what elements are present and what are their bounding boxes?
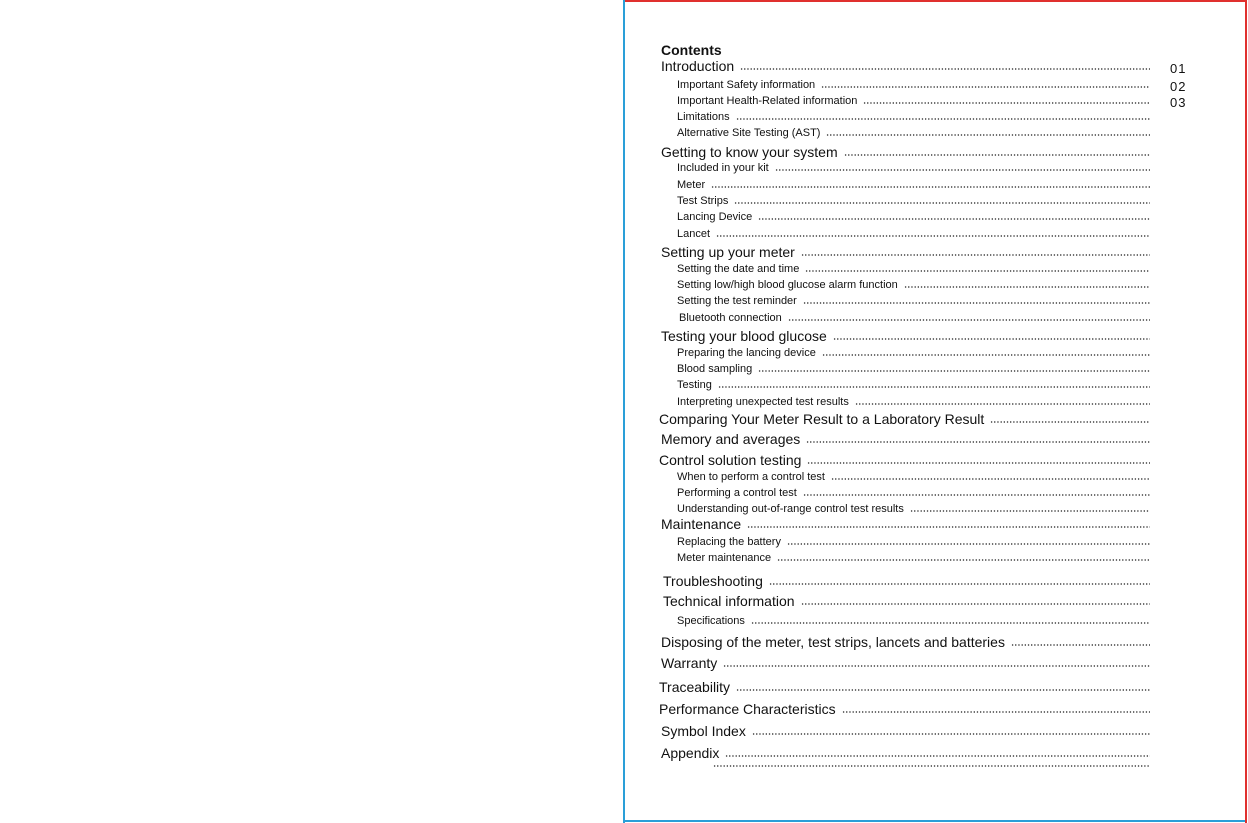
toc-entry [677, 397, 1150, 408]
toc-entry-label: Maintenance [661, 516, 742, 532]
toc-entry-label: Specifications [677, 615, 745, 627]
toc-entry [677, 472, 1150, 483]
toc-entry [677, 616, 1150, 627]
toc-entry [661, 656, 1150, 670]
toc-entry-label: Preparing the lancing device [677, 347, 816, 359]
dot-leader [803, 302, 1150, 304]
toc-page-number: 03 [1170, 95, 1187, 110]
toc-entry-label: Symbol Index [661, 723, 746, 739]
toc-entry [677, 348, 1150, 359]
toc-entry-label: Blood sampling [677, 363, 753, 375]
dot-leader [1011, 644, 1150, 646]
toc-entry [661, 432, 1150, 446]
toc-entry [677, 364, 1150, 375]
dot-leader [855, 403, 1150, 405]
toc-entry [677, 180, 1150, 191]
toc-entry-label: Testing your blood glucose [661, 328, 827, 344]
toc-entry [677, 212, 1150, 223]
toc-entry-label: Included in your kit [677, 162, 769, 174]
toc-entry-label: Alternative Site Testing (AST) [677, 127, 821, 139]
dot-leader [787, 543, 1150, 545]
toc-entry [677, 504, 1150, 515]
toc-entry-label: Memory and averages [661, 431, 801, 447]
toc-entry-label: Performing a control test [677, 487, 797, 499]
toc-entry [677, 229, 1150, 240]
dot-leader [822, 354, 1150, 356]
toc-page-number: 01 [1170, 61, 1187, 76]
toc-entry-label: Replacing the battery [677, 536, 781, 548]
toc-entry-label: Meter maintenance [677, 552, 772, 564]
dot-leader [788, 319, 1150, 321]
dot-leader [723, 665, 1150, 667]
toc-entry [659, 453, 1150, 467]
dot-leader [826, 134, 1150, 136]
toc-entry [677, 537, 1150, 548]
toc-entry [661, 724, 1150, 738]
toc-entry [677, 296, 1150, 307]
toc-entry [677, 488, 1150, 499]
toc-entry [661, 145, 1150, 159]
dot-leader [842, 711, 1150, 713]
dot-leader [863, 102, 1150, 104]
dot-leader [821, 86, 1150, 88]
toc-entry [677, 96, 1150, 107]
dot-leader [805, 270, 1150, 272]
toc-entry-label: Comparing Your Meter Result to a Laboratory Result [659, 411, 985, 427]
dot-leader [734, 202, 1150, 204]
toc-entry-label: Setting low/high blood glucose alarm function [677, 279, 898, 291]
dot-leader [910, 510, 1150, 512]
toc-entry [677, 380, 1150, 391]
toc-entry-label: Lancing Device [677, 211, 753, 223]
dot-leader [807, 462, 1150, 464]
dot-leader [758, 370, 1150, 372]
page-border-left [623, 0, 625, 823]
dot-leader [803, 494, 1150, 496]
dot-leader [801, 254, 1150, 256]
dot-leader [711, 186, 1150, 188]
dot-leader [752, 733, 1150, 735]
toc-entry [677, 112, 1150, 123]
dot-leader [831, 478, 1150, 480]
toc-entry [659, 412, 1150, 426]
dot-leader [718, 386, 1150, 388]
toc-entry-label: Performance Characteristics [659, 701, 836, 717]
blank-left-page [0, 0, 623, 823]
toc-entry [677, 264, 1150, 275]
toc-entry-label: Test Strips [677, 195, 729, 207]
toc-entry-label: Appendix [661, 745, 720, 761]
dot-leader [758, 218, 1150, 220]
dot-leader [806, 441, 1150, 443]
toc-entry-label: Lancet [677, 228, 711, 240]
toc-page-number: 02 [1170, 79, 1187, 94]
toc-entry-label: Setting up your meter [661, 244, 795, 260]
dot-leader [833, 338, 1150, 340]
toc-entry-label: Limitations [677, 111, 730, 123]
toc-entry [661, 517, 1150, 531]
dot-leader [777, 559, 1150, 561]
toc-entry [661, 746, 1150, 760]
toc-entry [677, 280, 1150, 291]
dot-leader [736, 118, 1150, 120]
page-border-top [625, 0, 1245, 2]
dot-leader [740, 68, 1150, 70]
toc-entry [661, 329, 1150, 343]
toc-entry [713, 765, 1150, 770]
toc-entry [661, 635, 1150, 649]
dot-leader [713, 765, 1150, 767]
toc-entry [677, 196, 1150, 207]
toc-entry [659, 702, 1150, 716]
toc-entry-label: Testing [677, 379, 712, 391]
dot-leader [716, 235, 1150, 237]
page-border-right [1245, 0, 1247, 823]
toc-entry-label: Setting the test reminder [677, 295, 797, 307]
toc-entry-label: Important Safety information [677, 79, 816, 91]
toc-entry [677, 80, 1150, 91]
toc-entry-label: When to perform a control test [677, 471, 825, 483]
toc-entry [663, 574, 1150, 588]
toc-entry [661, 245, 1150, 259]
dot-leader [725, 755, 1150, 757]
toc-entry [663, 594, 1150, 608]
toc-entry [677, 163, 1150, 174]
toc-entry-label: Warranty [661, 655, 718, 671]
toc-entry-label: Technical information [663, 593, 795, 609]
toc-entry-label: Interpreting unexpected test results [677, 396, 849, 408]
toc-entry-label: Introduction [661, 58, 735, 74]
toc-entry-label: Getting to know your system [661, 144, 838, 160]
toc-entry [661, 59, 1150, 73]
toc-entry [677, 128, 1150, 139]
toc-entry-label: Setting the date and time [677, 263, 800, 275]
dot-leader [844, 154, 1150, 156]
toc-entry [679, 313, 1150, 324]
dot-leader [751, 622, 1150, 624]
dot-leader [904, 286, 1150, 288]
dot-leader [990, 421, 1150, 423]
toc-entry [659, 680, 1150, 694]
page-border-bottom [625, 820, 1245, 822]
toc-entry-label: Troubleshooting [663, 573, 763, 589]
toc-entry-label: Meter [677, 179, 706, 191]
toc-entry-label: Understanding out-of-range control test results [677, 503, 904, 515]
dot-leader [769, 583, 1150, 585]
toc-entry [677, 553, 1150, 564]
toc-entry-label: Traceability [659, 679, 731, 695]
toc-entry-label: Disposing of the meter, test strips, lancets and batteries [661, 634, 1005, 650]
dot-leader [775, 169, 1150, 171]
toc-entry-label: Control solution testing [659, 452, 802, 468]
toc-title: Contents [661, 42, 722, 58]
toc-entry-label: Important Health-Related information [677, 95, 858, 107]
dot-leader [736, 689, 1150, 691]
dot-leader [801, 603, 1150, 605]
dot-leader [747, 526, 1150, 528]
toc-entry-label: Bluetooth connection [679, 312, 782, 324]
